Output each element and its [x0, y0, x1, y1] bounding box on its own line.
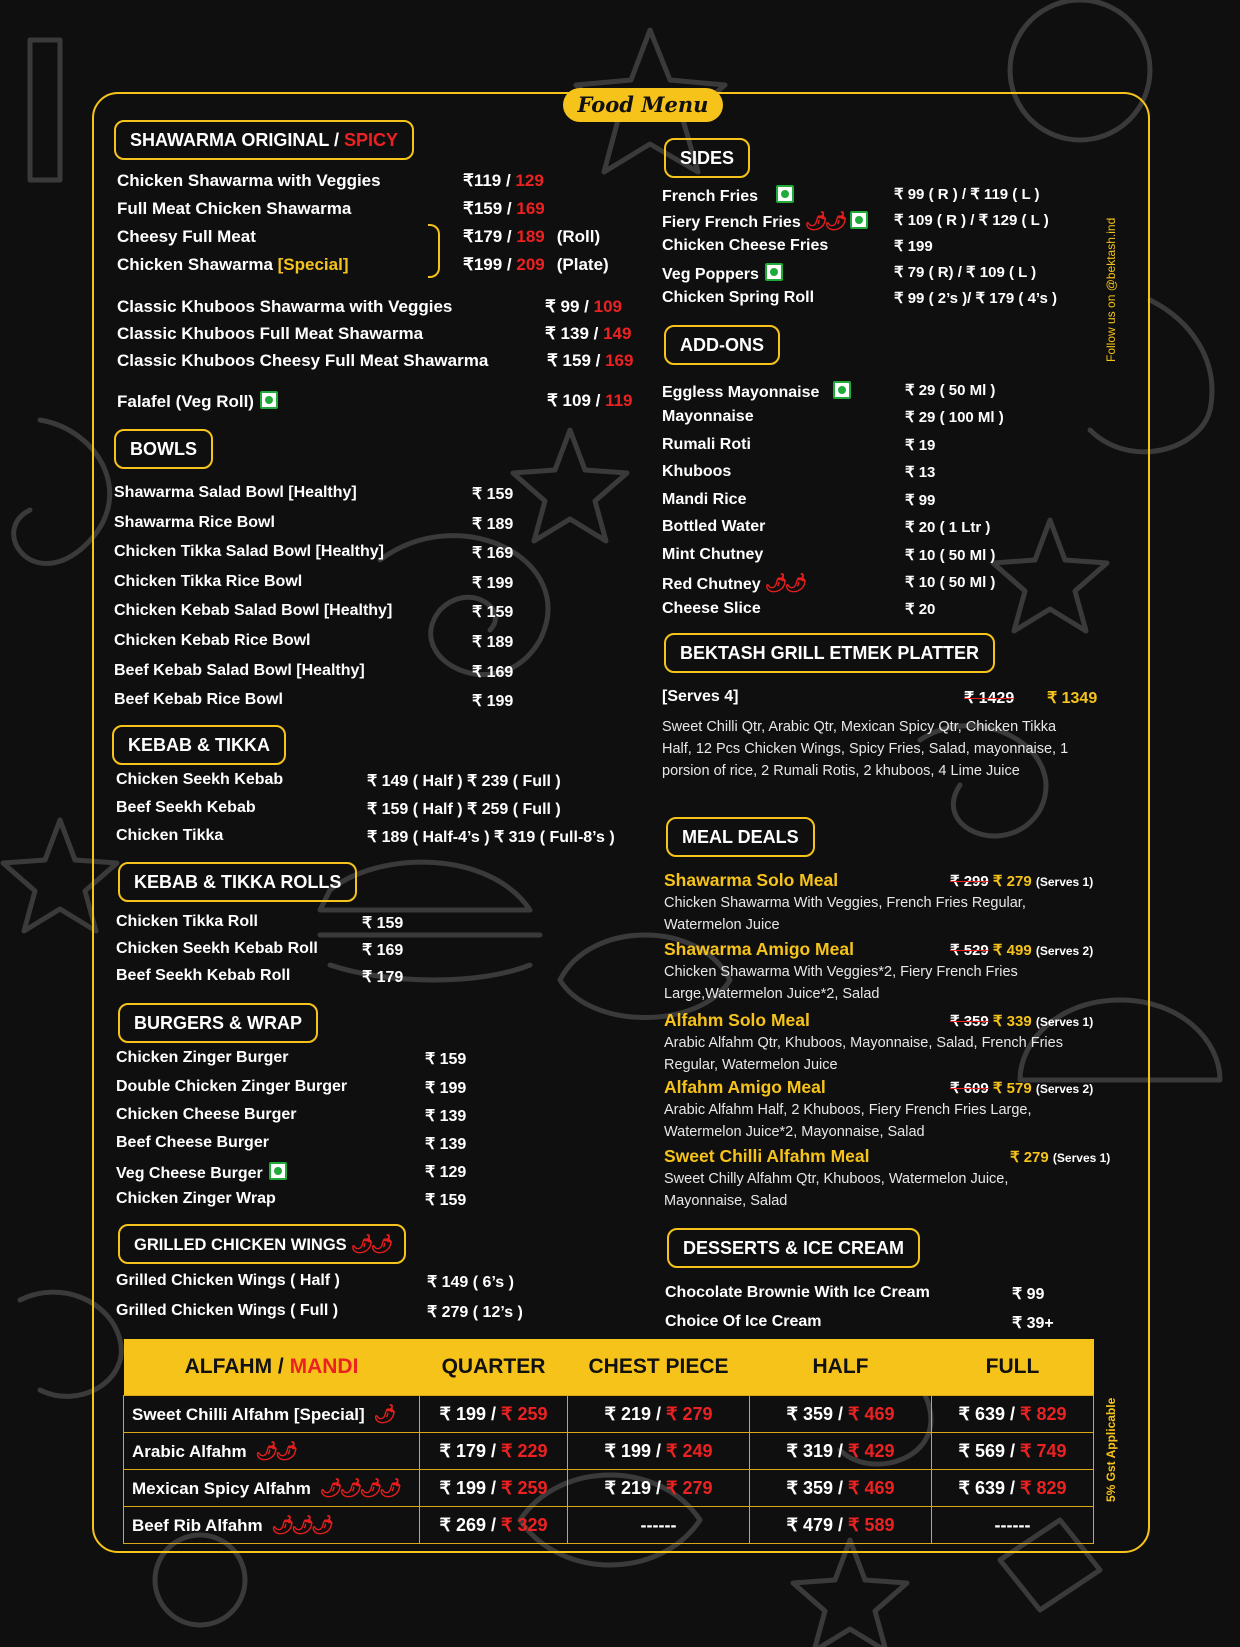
table-cell — [750, 1507, 932, 1544]
price-original: ₹ 319 / — [786, 1440, 848, 1461]
item-name: Falafel (Veg Roll) — [117, 392, 254, 411]
serves-label: (Serves 2) — [1035, 944, 1094, 958]
menu-item — [117, 324, 423, 344]
menu-item: Chicken Kebab Salad Bowl [Healthy] — [114, 602, 393, 619]
meal-name: Alfahm Solo Meal — [664, 1010, 810, 1030]
row-name: Mexican Spicy Alfahm — [132, 1478, 311, 1498]
price-spicy: 129 — [515, 171, 544, 190]
menu-item — [117, 171, 381, 191]
menu-item: Shawarma Salad Bowl [Healthy] — [114, 484, 357, 501]
meal-description: Chicken Shawarma With Veggies*2, Fiery French Fries Large,Watermelon Juice*2, Salad — [664, 964, 1018, 1002]
item-price — [463, 199, 545, 219]
section-header-meals: MEAL DEALS — [666, 817, 815, 857]
table-cell — [750, 1470, 932, 1507]
price-original: ₹ 109 / — [547, 391, 606, 410]
price-spicy: ₹ 749 — [1020, 1440, 1067, 1461]
price-spicy: 209 — [516, 255, 545, 274]
table-row — [124, 1470, 1094, 1507]
meal-price — [950, 1012, 1093, 1030]
menu-item — [662, 185, 794, 206]
price-original: ₹ 219 / — [604, 1477, 666, 1498]
item-price — [463, 171, 544, 191]
price-original: ₹159 / — [463, 199, 517, 218]
item-price: ₹ 159 — [425, 1051, 467, 1068]
item-price: ₹ 20 ( 1 Ltr ) — [905, 519, 991, 536]
table-cell — [420, 1433, 568, 1470]
price-spicy: ₹ 469 — [848, 1403, 895, 1424]
price-spicy: 109 — [593, 297, 622, 316]
item-note: (Plate) — [556, 255, 609, 274]
item-name: Cheesy Full Meat — [117, 227, 256, 246]
meal-price — [950, 1079, 1093, 1097]
table-cell — [932, 1396, 1094, 1433]
menu-item — [117, 227, 256, 247]
price-spicy: ₹ 589 — [848, 1514, 895, 1535]
item-price — [545, 297, 622, 317]
item-price: ₹ 159 — [472, 486, 514, 503]
item-price: ₹ 159 ( Half ) ₹ 259 ( Full ) — [367, 801, 561, 818]
item-price: ₹ 149 ( 6’s ) — [427, 1274, 514, 1291]
item-price: ₹ 169 — [362, 942, 404, 959]
price-original: ₹ 359 / — [786, 1403, 848, 1424]
meal-description: Chicken Shawarma With Veggies, French Fries Regular, Watermelon Juice — [664, 895, 1026, 933]
price-original: ₹ 569 / — [958, 1440, 1020, 1461]
section-header-platter: BEKTASH GRILL ETMEK PLATTER — [664, 633, 995, 673]
menu-item: Mandi Rice — [662, 491, 747, 508]
table-cell — [568, 1507, 750, 1544]
price-original: ₹199 / — [463, 255, 517, 274]
menu-item — [117, 391, 278, 412]
menu-item — [117, 199, 351, 219]
item-price: ₹ 189 — [472, 516, 514, 533]
platter-description: Sweet Chilli Qtr, Arabic Qtr, Mexican Spicy Qtr, Chicken Tikka Half, 12 Pcs Chicken Wings, Spicy Fries, Salad, mayonnaise, 1 porsion of rice, 2 Rumali Rotis, 2 khuboos, 4 Lime Juice — [662, 719, 1069, 779]
price-spicy: ₹ 429 — [848, 1440, 895, 1461]
meal-name: Alfahm Amigo Meal — [664, 1077, 826, 1097]
price-original: ₹ 219 / — [604, 1403, 666, 1424]
table-row — [124, 1396, 1094, 1433]
item-price: ₹ 199 — [472, 575, 514, 592]
price-spicy: ₹ 279 — [666, 1477, 713, 1498]
table-cell — [932, 1433, 1094, 1470]
menu-item: Chicken Tikka Salad Bowl [Healthy] — [114, 543, 385, 560]
item-name: Chicken Shawarma with Veggies — [117, 171, 381, 190]
price-spicy: ₹ 469 — [848, 1477, 895, 1498]
veg-icon — [765, 263, 783, 281]
table-cell — [420, 1470, 568, 1507]
chili-icon: 🌶🌶🌶 — [271, 1514, 331, 1535]
meal-price — [1010, 1148, 1110, 1166]
price-original: ₹ 139 / — [545, 324, 604, 343]
price-original: ------ — [640, 1514, 677, 1535]
meal-name: Sweet Chilli Alfahm Meal — [664, 1146, 870, 1166]
item-price: ₹ 149 ( Half ) ₹ 239 ( Full ) — [367, 773, 561, 790]
veg-icon — [260, 391, 278, 409]
veg-icon — [269, 1162, 287, 1180]
menu-item: Beef Seekh Kebab Roll — [116, 967, 291, 984]
price-spicy: ₹ 329 — [501, 1514, 548, 1535]
price-spicy: ₹ 259 — [501, 1477, 548, 1498]
veg-icon — [833, 381, 851, 399]
menu-item: Khuboos — [662, 463, 732, 480]
menu-item: Chicken Tikka Rice Bowl — [114, 573, 303, 590]
social-handle: Follow us on @bektash.ind — [1104, 217, 1118, 362]
menu-item — [117, 351, 488, 371]
menu-item: Beef Kebab Rice Bowl — [114, 691, 283, 708]
section-header-addons: ADD-ONS — [664, 325, 780, 365]
price-original: ₹ 159 / — [547, 351, 606, 370]
item-price — [547, 391, 633, 411]
item-price: ₹ 169 — [472, 545, 514, 562]
menu-item: Beef Cheese Burger — [116, 1134, 269, 1151]
menu-item — [117, 255, 348, 275]
old-price: ₹ 299 — [950, 873, 989, 890]
table-row — [124, 1433, 1094, 1470]
special-tag: [Special] — [277, 255, 349, 274]
menu-item: Double Chicken Zinger Burger — [116, 1078, 348, 1095]
column-header: HALF — [750, 1339, 932, 1396]
menu-item: Chicken Zinger Wrap — [116, 1190, 276, 1207]
menu-item: Chicken Seekh Kebab — [116, 771, 284, 788]
table-header-row — [124, 1339, 1094, 1396]
table-cell — [568, 1433, 750, 1470]
new-price: ₹ 279 — [992, 873, 1032, 890]
header-alfahm: ALFAHM / — [184, 1355, 290, 1378]
price-spicy: ₹ 829 — [1020, 1477, 1067, 1498]
table-cell-name — [124, 1433, 420, 1470]
item-price: ₹ 199 — [472, 693, 514, 710]
gst-note: 5% Gst Applicable — [1104, 1397, 1118, 1502]
item-name: Veg Poppers — [662, 266, 759, 283]
meal-description: Arabic Alfahm Half, 2 Khuboos, Fiery French Fries Large, Watermelon Juice*2, Mayonnaise, Salad — [664, 1102, 1032, 1140]
section-header-shawarma — [114, 120, 414, 160]
new-price: ₹ 339 — [992, 1013, 1032, 1030]
price-spicy: ₹ 229 — [501, 1440, 548, 1461]
item-price: ₹ 20 — [905, 601, 936, 618]
new-price: ₹ 279 — [1010, 1149, 1049, 1166]
price-spicy: 119 — [605, 391, 633, 410]
item-name: French Fries — [662, 188, 759, 205]
item-price — [463, 255, 609, 275]
menu-item — [116, 1162, 287, 1183]
table-cell — [750, 1433, 932, 1470]
price-original: ₹119 / — [463, 171, 516, 190]
menu-item: Mayonnaise — [662, 408, 754, 425]
column-header: CHEST PIECE — [568, 1339, 750, 1396]
new-price: ₹ 499 — [992, 942, 1032, 959]
meal-description: Sweet Chilly Alfahm Qtr, Khuboos, Watermelon Juice, Mayonnaise, Salad — [664, 1171, 1009, 1209]
menu-item: Chicken Cheese Fries — [662, 237, 829, 254]
item-price: ₹ 159 — [362, 915, 404, 932]
menu-item — [662, 211, 868, 232]
row-name: Sweet Chilli Alfahm [Special] — [132, 1404, 365, 1424]
item-name: Veg Cheese Burger — [116, 1165, 263, 1182]
item-note: (Roll) — [556, 227, 601, 246]
price-original: ₹ 479 / — [786, 1514, 848, 1535]
column-header — [124, 1339, 420, 1396]
price-original: ------ — [994, 1514, 1031, 1535]
item-price: ₹ 189 ( Half-4’s ) ₹ 319 ( Full-8’s ) — [367, 829, 615, 846]
chili-icon: 🌶🌶 — [764, 573, 805, 593]
item-price: ₹ 159 — [425, 1192, 467, 1209]
item-price — [547, 351, 633, 371]
header-mandi: MANDI — [289, 1355, 359, 1378]
item-price: ₹ 79 ( R) / ₹ 109 ( L ) — [894, 264, 1037, 281]
item-price: ₹ 129 — [425, 1164, 467, 1181]
price-original: ₹ 199 / — [439, 1477, 501, 1498]
item-price: ₹ 279 ( 12’s ) — [427, 1304, 523, 1321]
item-price: ₹ 29 ( 100 Ml ) — [905, 409, 1004, 426]
table-row — [124, 1507, 1094, 1544]
menu-item: Choice Of Ice Cream — [665, 1313, 822, 1330]
section-header-kebab: KEBAB & TIKKA — [112, 725, 286, 765]
section-title-spicy: SPICY — [344, 130, 399, 150]
price-original: ₹ 99 / — [545, 297, 594, 316]
serves-label: (Serves 1) — [1052, 1151, 1111, 1165]
item-name: Red Chutney — [662, 576, 761, 593]
menu-item: Chicken Zinger Burger — [116, 1049, 289, 1066]
item-price: ₹ 99 ( R ) / ₹ 119 ( L ) — [894, 186, 1040, 203]
item-price: ₹ 99 ( 2’s )/ ₹ 179 ( 4’s ) — [894, 290, 1058, 307]
brace-decoration — [428, 224, 440, 278]
item-name: Classic Khuboos Cheesy Full Meat Shawarma — [117, 351, 489, 370]
item-price: ₹ 10 ( 50 Ml ) — [905, 547, 996, 564]
table-cell-name — [124, 1470, 420, 1507]
item-price: ₹ 39+ — [1012, 1315, 1054, 1332]
item-name: Eggless Mayonnaise — [662, 384, 820, 401]
old-price: ₹ 529 — [950, 942, 989, 959]
section-header-burgers: BURGERS & WRAP — [118, 1003, 318, 1043]
table-cell-name — [124, 1396, 420, 1433]
serves-label: (Serves 2) — [1035, 1082, 1094, 1096]
table-cell — [932, 1507, 1094, 1544]
row-name: Arabic Alfahm — [132, 1441, 247, 1461]
platter-price: ₹ 1349 — [1047, 690, 1098, 707]
section-title: SHAWARMA ORIGINAL / — [130, 130, 345, 150]
menu-item: Beef Kebab Salad Bowl [Healthy] — [114, 662, 365, 679]
price-spicy: 149 — [603, 324, 632, 343]
menu-title: Food Menu — [563, 88, 723, 122]
menu-item: Rumali Roti — [662, 436, 751, 453]
item-name: Full Meat Chicken Shawarma — [117, 199, 352, 218]
meal-name: Shawarma Solo Meal — [664, 870, 839, 890]
table-cell — [568, 1396, 750, 1433]
column-header: FULL — [932, 1339, 1094, 1396]
meal-price — [950, 872, 1093, 890]
price-original: ₹179 / — [463, 227, 517, 246]
veg-icon — [850, 211, 868, 229]
menu-item — [662, 263, 783, 284]
new-price: ₹ 579 — [992, 1080, 1032, 1097]
menu-item: Chicken Tikka Roll — [116, 913, 258, 930]
item-price: ₹ 139 — [425, 1108, 467, 1125]
menu-item: Mint Chutney — [662, 546, 764, 563]
price-original: ₹ 199 / — [604, 1440, 666, 1461]
chili-icon: 🌶🌶🌶🌶 — [319, 1477, 400, 1498]
price-spicy: ₹ 829 — [1020, 1403, 1067, 1424]
menu-item: Shawarma Rice Bowl — [114, 514, 275, 531]
price-spicy: 169 — [516, 199, 545, 218]
menu-item: Grilled Chicken Wings ( Half ) — [116, 1272, 340, 1289]
section-header-desserts: DESSERTS & ICE CREAM — [667, 1228, 920, 1268]
item-price: ₹ 13 — [905, 464, 936, 481]
section-title: GRILLED CHICKEN WINGS — [134, 1236, 347, 1254]
price-original: ₹ 639 / — [958, 1477, 1020, 1498]
item-name: Classic Khuboos Full Meat Shawarma — [117, 324, 424, 343]
serves-label: (Serves 1) — [1035, 875, 1094, 889]
price-original: ₹ 639 / — [958, 1403, 1020, 1424]
menu-item: Grilled Chicken Wings ( Full ) — [116, 1302, 339, 1319]
menu-item: Chicken Tikka — [116, 827, 224, 844]
menu-item: Chicken Seekh Kebab Roll — [116, 940, 318, 957]
item-price: ₹ 99 — [1012, 1286, 1045, 1303]
table-cell — [932, 1470, 1094, 1507]
chili-icon: 🌶 — [373, 1403, 394, 1424]
menu-item: Chicken Cheese Burger — [116, 1106, 297, 1123]
item-price: ₹ 139 — [425, 1136, 467, 1153]
old-price: ₹ 359 — [950, 1013, 989, 1030]
price-original: ₹ 199 / — [439, 1403, 501, 1424]
item-name: Classic Khuboos Shawarma with Veggies — [117, 297, 453, 316]
item-price: ₹ 189 — [472, 634, 514, 651]
item-price: ₹ 179 — [362, 969, 404, 986]
table-cell — [420, 1507, 568, 1544]
price-original: ₹ 179 / — [439, 1440, 501, 1461]
item-price: ₹ 199 — [894, 238, 933, 255]
item-price: ₹ 10 ( 50 Ml ) — [905, 574, 996, 591]
price-spicy: ₹ 279 — [666, 1403, 713, 1424]
price-spicy: ₹ 249 — [666, 1440, 713, 1461]
price-original: ₹ 269 / — [439, 1514, 501, 1535]
price-spicy: 189 — [516, 227, 545, 246]
item-name: Fiery French Fries — [662, 214, 801, 231]
table-cell — [568, 1470, 750, 1507]
old-price: ₹ 609 — [950, 1080, 989, 1097]
chili-icon: 🌶🌶 — [350, 1234, 391, 1254]
menu-item: Chocolate Brownie With Ice Cream — [665, 1284, 930, 1301]
section-header-sides: SIDES — [664, 138, 750, 178]
section-header-rolls: KEBAB & TIKKA ROLLS — [118, 862, 357, 902]
price-original: ₹ 359 / — [786, 1477, 848, 1498]
meal-name: Shawarma Amigo Meal — [664, 939, 854, 959]
alfahm-price-table — [123, 1339, 1094, 1544]
menu-item: Chicken Spring Roll — [662, 289, 815, 306]
table-cell-name — [124, 1507, 420, 1544]
menu-item: Beef Seekh Kebab — [116, 799, 256, 816]
platter-old-price: ₹ 1429 — [964, 690, 1015, 707]
serves-label: (Serves 1) — [1035, 1015, 1094, 1029]
menu-item — [117, 297, 452, 317]
menu-item: Bottled Water — [662, 518, 766, 535]
item-price — [463, 227, 600, 247]
item-price: ₹ 99 — [905, 492, 936, 509]
table-cell — [420, 1396, 568, 1433]
item-price: ₹ 159 — [472, 604, 514, 621]
veg-icon — [776, 185, 794, 203]
menu-item: Cheese Slice — [662, 600, 761, 617]
row-name: Beef Rib Alfahm — [132, 1515, 263, 1535]
item-price: ₹ 109 ( R ) / ₹ 129 ( L ) — [894, 212, 1049, 229]
item-price: ₹ 199 — [425, 1080, 467, 1097]
item-price: ₹ 29 ( 50 Ml ) — [905, 382, 996, 399]
chili-icon: 🌶🌶 — [804, 211, 845, 231]
meal-description: Arabic Alfahm Qtr, Khuboos, Mayonnaise, Salad, French Fries Regular, Watermelon Juice — [664, 1035, 1063, 1073]
item-price: ₹ 169 — [472, 664, 514, 681]
menu-item — [662, 381, 851, 402]
menu-item: Chicken Kebab Rice Bowl — [114, 632, 311, 649]
column-header: QUARTER — [420, 1339, 568, 1396]
price-spicy: 169 — [605, 351, 634, 370]
price-spicy: ₹ 259 — [501, 1403, 548, 1424]
item-name: Chicken Shawarma — [117, 255, 278, 274]
table-cell — [750, 1396, 932, 1433]
platter-serves: [Serves 4] — [662, 688, 739, 705]
item-price: ₹ 19 — [905, 437, 936, 454]
section-header-wings — [118, 1224, 406, 1264]
menu-item — [662, 573, 804, 594]
item-price — [545, 324, 631, 344]
section-header-bowls: BOWLS — [114, 429, 213, 469]
chili-icon: 🌶🌶 — [255, 1440, 296, 1461]
meal-price — [950, 941, 1093, 959]
